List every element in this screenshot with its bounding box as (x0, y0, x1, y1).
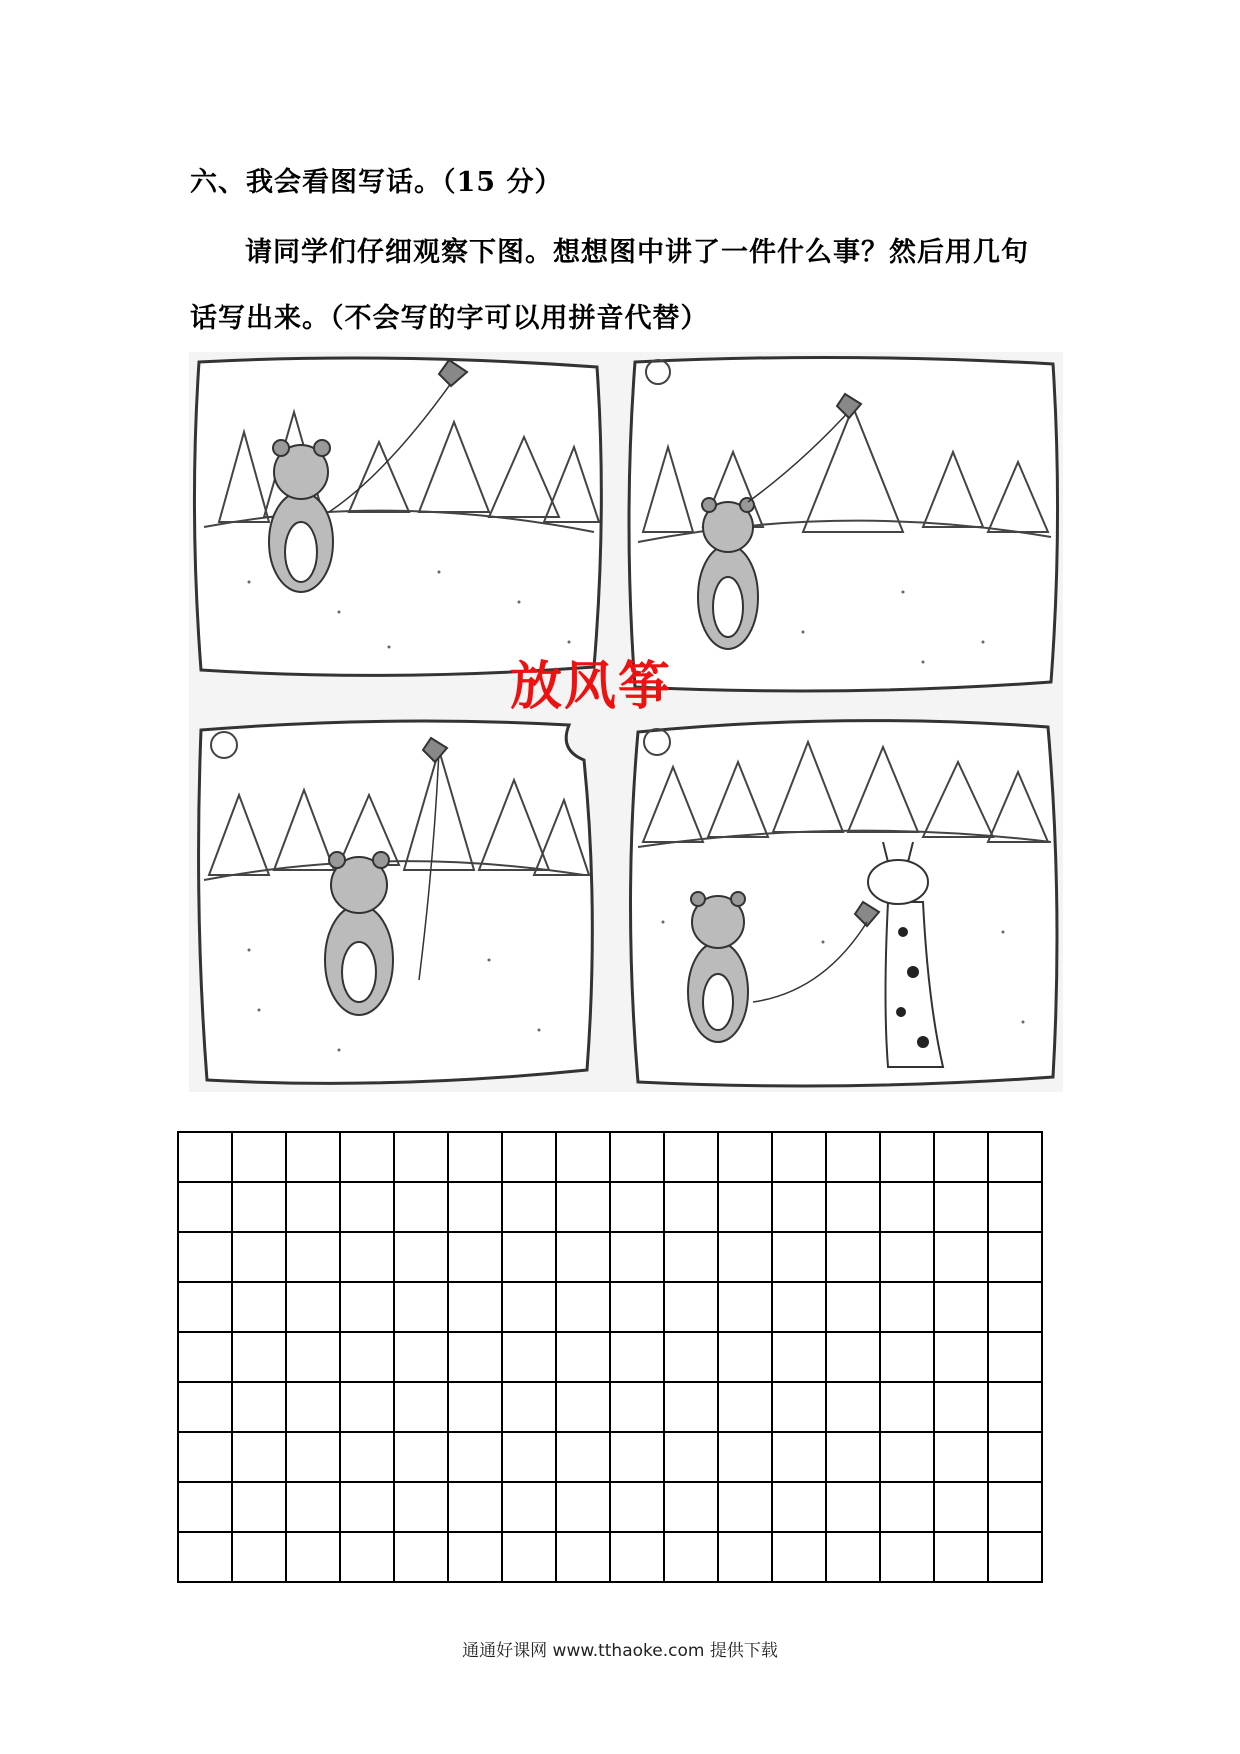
grid-cell[interactable] (880, 1382, 934, 1432)
grid-cell[interactable] (502, 1482, 556, 1532)
grid-cell[interactable] (718, 1532, 772, 1582)
grid-cell[interactable] (772, 1482, 826, 1532)
grid-cell[interactable] (934, 1282, 988, 1332)
grid-cell[interactable] (232, 1132, 286, 1182)
grid-cell[interactable] (772, 1432, 826, 1482)
grid-cell[interactable] (610, 1332, 664, 1382)
grid-cell[interactable] (664, 1282, 718, 1332)
grid-cell[interactable] (286, 1282, 340, 1332)
instruction-line-1: 请同学们仔细观察下图。想想图中讲了一件什么事？然后用几句 (245, 237, 1029, 268)
grid-cell[interactable] (340, 1482, 394, 1532)
picture-title: 放风筝 (510, 657, 673, 717)
grid-cell[interactable] (556, 1232, 610, 1282)
grid-cell[interactable] (286, 1532, 340, 1582)
grid-cell[interactable] (988, 1482, 1042, 1532)
grid-cell[interactable] (556, 1482, 610, 1532)
grid-cell[interactable] (988, 1332, 1042, 1382)
grid-cell[interactable] (880, 1182, 934, 1232)
grid-cell[interactable] (610, 1232, 664, 1282)
instruction-line-2: 话写出来。（不会写的字可以用拼音代替） (190, 303, 709, 334)
grid-cell[interactable] (718, 1432, 772, 1482)
grid-cell[interactable] (178, 1132, 232, 1182)
grid-cell[interactable] (340, 1182, 394, 1232)
grid-cell[interactable] (934, 1232, 988, 1282)
grid-cell[interactable] (826, 1382, 880, 1432)
grid-cell[interactable] (178, 1232, 232, 1282)
grid-cell[interactable] (718, 1282, 772, 1332)
grid-cell[interactable] (988, 1382, 1042, 1432)
grid-cell[interactable] (340, 1382, 394, 1432)
grid-cell[interactable] (232, 1282, 286, 1332)
grid-cell[interactable] (394, 1332, 448, 1382)
grid-cell[interactable] (502, 1382, 556, 1432)
grid-cell[interactable] (448, 1232, 502, 1282)
grid-cell[interactable] (772, 1332, 826, 1382)
grid-cell[interactable] (826, 1432, 880, 1482)
grid-cell[interactable] (610, 1432, 664, 1482)
grid-cell[interactable] (286, 1132, 340, 1182)
grid-cell[interactable] (880, 1332, 934, 1382)
grid-cell[interactable] (340, 1132, 394, 1182)
grid-cell[interactable] (502, 1332, 556, 1382)
grid-cell[interactable] (718, 1182, 772, 1232)
grid-cell[interactable] (610, 1382, 664, 1432)
grid-cell[interactable] (718, 1232, 772, 1282)
grid-cell[interactable] (934, 1482, 988, 1532)
grid-cell[interactable] (880, 1432, 934, 1482)
grid-cell[interactable] (664, 1382, 718, 1432)
grid-cell[interactable] (448, 1382, 502, 1432)
grid-row (178, 1382, 1042, 1432)
grid-cell[interactable] (934, 1432, 988, 1482)
grid-cell[interactable] (448, 1332, 502, 1382)
grid-cell[interactable] (988, 1182, 1042, 1232)
grid-cell[interactable] (718, 1332, 772, 1382)
grid-cell[interactable] (178, 1482, 232, 1532)
grid-cell[interactable] (394, 1382, 448, 1432)
grid-cell[interactable] (556, 1182, 610, 1232)
grid-cell[interactable] (664, 1332, 718, 1382)
grid-cell[interactable] (772, 1282, 826, 1332)
grid-cell[interactable] (286, 1382, 340, 1432)
grid-cell[interactable] (340, 1532, 394, 1582)
grid-cell[interactable] (448, 1182, 502, 1232)
grid-cell[interactable] (934, 1382, 988, 1432)
grid-cell[interactable] (610, 1532, 664, 1582)
grid-cell[interactable] (826, 1282, 880, 1332)
grid-cell[interactable] (718, 1482, 772, 1532)
question-title: 六、我会看图写话。（15 分） (190, 167, 563, 198)
grid-cell[interactable] (232, 1232, 286, 1282)
grid-cell[interactable] (394, 1132, 448, 1182)
grid-cell[interactable] (286, 1232, 340, 1282)
grid-cell[interactable] (178, 1382, 232, 1432)
grid-cell[interactable] (178, 1182, 232, 1232)
grid-cell[interactable] (178, 1332, 232, 1382)
grid-cell[interactable] (934, 1332, 988, 1382)
grid-cell[interactable] (340, 1232, 394, 1282)
grid-cell[interactable] (448, 1132, 502, 1182)
grid-cell[interactable] (556, 1132, 610, 1182)
footer-text: 通通好课网 www.tthaoke.com 提供下载 (462, 1641, 778, 1661)
grid-cell[interactable] (610, 1282, 664, 1332)
grid-cell[interactable] (664, 1182, 718, 1232)
grid-cell[interactable] (232, 1482, 286, 1532)
writing-grid[interactable] (177, 1131, 1043, 1583)
grid-cell[interactable] (880, 1532, 934, 1582)
grid-cell[interactable] (340, 1282, 394, 1332)
grid-cell[interactable] (556, 1332, 610, 1382)
grid-row (178, 1432, 1042, 1482)
grid-cell[interactable] (340, 1332, 394, 1382)
grid-row (178, 1232, 1042, 1282)
grid-cell[interactable] (610, 1482, 664, 1532)
grid-cell[interactable] (286, 1432, 340, 1482)
grid-cell[interactable] (880, 1482, 934, 1532)
grid-cell[interactable] (448, 1282, 502, 1332)
grid-row (178, 1132, 1042, 1182)
grid-cell[interactable] (826, 1182, 880, 1232)
grid-cell[interactable] (772, 1182, 826, 1232)
grid-cell[interactable] (610, 1182, 664, 1232)
grid-row (178, 1282, 1042, 1332)
grid-cell[interactable] (880, 1132, 934, 1182)
grid-cell[interactable] (826, 1532, 880, 1582)
grid-cell[interactable] (178, 1282, 232, 1332)
grid-cell[interactable] (502, 1232, 556, 1282)
grid-cell[interactable] (502, 1132, 556, 1182)
grid-cell[interactable] (772, 1532, 826, 1582)
grid-cell[interactable] (988, 1532, 1042, 1582)
grid-cell[interactable] (394, 1282, 448, 1332)
grid-cell[interactable] (934, 1532, 988, 1582)
grid-cell[interactable] (718, 1382, 772, 1432)
grid-cell[interactable] (826, 1132, 880, 1182)
grid-cell[interactable] (556, 1382, 610, 1432)
comic-panel-4 (623, 702, 1063, 1092)
grid-cell[interactable] (394, 1232, 448, 1282)
grid-cell[interactable] (880, 1232, 934, 1282)
kite-stuck-in-tree-illustration (623, 352, 1063, 697)
grid-cell[interactable] (556, 1532, 610, 1582)
grid-cell[interactable] (664, 1432, 718, 1482)
grid-cell[interactable] (772, 1132, 826, 1182)
grid-cell[interactable] (988, 1132, 1042, 1182)
comic-picture (189, 352, 1063, 1092)
grid-cell[interactable] (988, 1432, 1042, 1482)
grid-row (178, 1182, 1042, 1232)
grid-cell[interactable] (394, 1532, 448, 1582)
grid-cell[interactable] (178, 1532, 232, 1582)
comic-panel-3 (189, 710, 607, 1092)
grid-cell[interactable] (502, 1532, 556, 1582)
grid-cell[interactable] (556, 1282, 610, 1332)
grid-cell[interactable] (664, 1132, 718, 1182)
grid-cell[interactable] (934, 1182, 988, 1232)
grid-cell[interactable] (232, 1532, 286, 1582)
grid-cell[interactable] (988, 1232, 1042, 1282)
giraffe-returns-kite-illustration (623, 702, 1063, 1092)
grid-cell[interactable] (448, 1532, 502, 1582)
grid-cell[interactable] (664, 1532, 718, 1582)
grid-cell[interactable] (286, 1182, 340, 1232)
grid-cell[interactable] (880, 1282, 934, 1332)
grid-cell[interactable] (664, 1232, 718, 1282)
grid-cell[interactable] (286, 1332, 340, 1382)
grid-cell[interactable] (394, 1432, 448, 1482)
grid-cell[interactable] (772, 1232, 826, 1282)
grid-cell[interactable] (772, 1382, 826, 1432)
grid-cell[interactable] (610, 1132, 664, 1182)
grid-cell[interactable] (394, 1482, 448, 1532)
grid-cell[interactable] (826, 1332, 880, 1382)
grid-cell[interactable] (178, 1432, 232, 1482)
grid-cell[interactable] (502, 1182, 556, 1232)
grid-cell[interactable] (394, 1182, 448, 1232)
grid-cell[interactable] (988, 1282, 1042, 1332)
grid-cell[interactable] (502, 1282, 556, 1332)
grid-cell[interactable] (448, 1482, 502, 1532)
grid-row (178, 1532, 1042, 1582)
grid-cell[interactable] (934, 1132, 988, 1182)
grid-cell[interactable] (232, 1432, 286, 1482)
grid-cell[interactable] (502, 1432, 556, 1482)
grid-cell[interactable] (556, 1432, 610, 1482)
grid-cell[interactable] (232, 1182, 286, 1232)
grid-cell[interactable] (286, 1482, 340, 1532)
grid-cell[interactable] (448, 1432, 502, 1482)
grid-row (178, 1332, 1042, 1382)
grid-cell[interactable] (664, 1482, 718, 1532)
grid-row (178, 1482, 1042, 1532)
grid-cell[interactable] (232, 1332, 286, 1382)
comic-panel-2 (623, 352, 1063, 697)
bear-flying-kite-illustration (189, 352, 607, 682)
grid-cell[interactable] (826, 1232, 880, 1282)
bear-sad-broken-string-illustration (189, 710, 607, 1092)
grid-cell[interactable] (826, 1482, 880, 1532)
grid-cell[interactable] (718, 1132, 772, 1182)
grid-cell[interactable] (340, 1432, 394, 1482)
comic-panel-1 (189, 352, 607, 682)
grid-cell[interactable] (232, 1382, 286, 1432)
